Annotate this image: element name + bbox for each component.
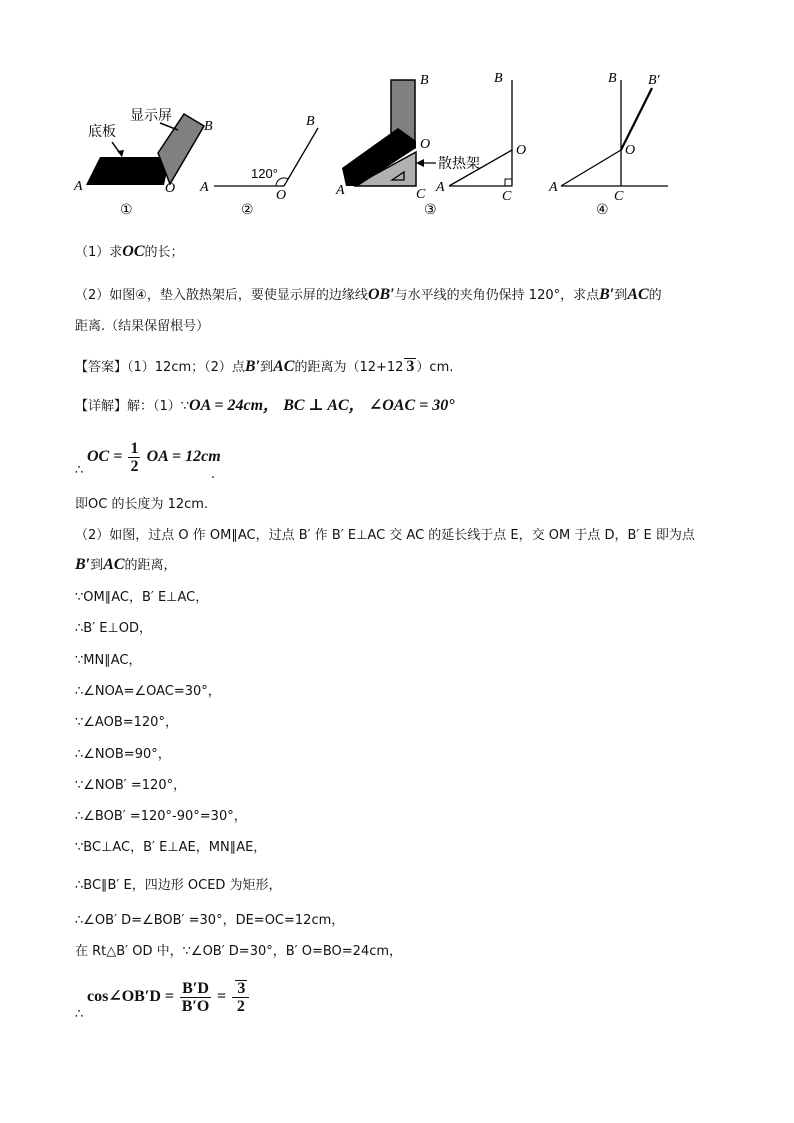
fig1-B: B (204, 119, 213, 134)
eq2-fraction-1 (180, 980, 211, 1015)
answer-math-b: B′ (244, 358, 261, 375)
step-5: ∵∠AOB=120°， (75, 715, 178, 730)
fig3b-O: O (516, 143, 527, 158)
fig1-num: ① (120, 202, 133, 218)
eq1-den: 2 (130, 458, 139, 475)
fig1-label-dibian: 底板 (88, 124, 116, 140)
fig3b-right-angle-mark (505, 179, 512, 186)
eq1-end: . (211, 467, 216, 482)
question-1 (75, 243, 184, 262)
fig4-A: A (549, 180, 558, 195)
base-plate (86, 157, 170, 185)
part2-text-to: 到 (90, 558, 104, 573)
figure-3 (335, 73, 480, 218)
q1-suffix: 的长； (144, 245, 184, 260)
q1-math-oc: OC (122, 243, 145, 260)
answer-math-ac: AC (273, 358, 295, 375)
fig1-A: A (74, 179, 83, 194)
step-8: ∴∠BOB′ =120°-90°=30°， (75, 809, 247, 824)
answer-text-d: ）cm. (416, 360, 454, 375)
fig4-num: ④ (596, 202, 609, 218)
q1-prefix: （1）求 (75, 245, 123, 260)
q2-text-d: 的 (648, 288, 662, 303)
eq1-num: 1 (130, 440, 139, 457)
fig3b-A: A (436, 180, 445, 195)
fig4-O: O (625, 143, 636, 158)
detail-math-1: OA = 24cm， (189, 397, 280, 414)
eq2-equals: = (217, 988, 227, 1005)
question-2-line-2: 距离.（结果保留根号） (75, 319, 210, 334)
fig4-Bp: B′ (648, 73, 660, 88)
step-11: ∴∠OB′ D=∠BOB′ =30°，DE=OC=12cm， (75, 913, 345, 928)
step-7: ∵∠NOB′ =120°， (75, 778, 187, 793)
q2-text-a: （2）如图④，垫入散热架后，要使显示屏的边缘线 (75, 288, 368, 303)
step-3: ∵MN∥AC， (75, 653, 142, 668)
oc-length-line: 即OC 的长度为 12cm. (75, 497, 209, 512)
fig3-label-rack: 散热架 (438, 156, 480, 172)
part2-math-ac: AC (103, 556, 125, 573)
fig3-B: B (420, 73, 429, 88)
part2-math-b: B′ (75, 556, 91, 573)
part2-text-distance: 的距离， (124, 558, 177, 573)
fig4-line-AO (561, 150, 621, 186)
eq2-therefore: ∴ (75, 1007, 84, 1022)
eq2-lhs: cos∠OB′D = (87, 988, 175, 1005)
q2-math-ob: OB′ (367, 286, 395, 303)
fig3-arrowhead (416, 159, 424, 167)
fig3-C: C (416, 187, 426, 202)
fig1-arrowhead (117, 150, 124, 157)
fig3b-C: C (502, 189, 512, 204)
fig3b-B: B (494, 71, 503, 86)
fig2-line-OB (284, 128, 318, 186)
eq2-den1: B′O (181, 998, 210, 1015)
q2-text-b: 与水平线的夹角仍保持 120°，求点 (394, 288, 600, 303)
fig1-O: O (165, 181, 176, 196)
step-10: ∴BC∥B′ E，四边形 OCED 为矩形， (75, 878, 282, 893)
step-6: ∴∠NOB=90°， (75, 747, 171, 762)
answer-text-c: 的距离为（12+12 (294, 360, 404, 375)
detail-math-3: ∠OAC = 30° (368, 397, 455, 414)
eq2-num1: B′D (182, 980, 209, 997)
fig4-B: B (608, 71, 617, 86)
q2-math-ac: AC (627, 286, 649, 303)
fig2-num: ② (241, 202, 254, 218)
answer-text-b: 到 (260, 360, 274, 375)
figure-4 (548, 71, 668, 218)
step-12: 在 Rt△B′ OD 中，∵∠OB′ D=30°，B′ O=BO=24cm， (75, 944, 403, 959)
eq1-rhs: OA = 12cm (146, 448, 221, 465)
q2-text-c: 到 (614, 288, 628, 303)
fig1-label-screen: 显示屏 (130, 108, 172, 124)
detail-math-2: BC ⊥ AC， (283, 397, 365, 414)
answer-sqrt: 3 (406, 358, 415, 375)
detail-text-a: 【详解】解：（1）∵ (75, 399, 190, 414)
fig2-angle: 120° (251, 166, 278, 181)
question-2-line-1 (75, 286, 662, 305)
fig3-num: ③ (424, 202, 437, 218)
answer-line (75, 358, 453, 377)
eq1-therefore: ∴ (75, 463, 84, 478)
eq2-fraction-2 (232, 980, 249, 1015)
q2-math-b: B′ (599, 286, 615, 303)
part2-line-1: （2）如图，过点 O 作 OM∥AC，过点 B′ 作 B′ E⊥AC 交 AC 的延长线于点 E，交 OM 于点 D，B′ E 即为点 (75, 528, 695, 543)
eq2-num2: 3 (237, 980, 246, 997)
part2-line-2 (75, 556, 177, 575)
fig2-O: O (276, 188, 287, 203)
figure-3b (435, 71, 526, 204)
fig2-B: B (306, 114, 315, 129)
eq1-lhs: OC = (87, 448, 123, 465)
figure-2 (199, 114, 318, 218)
detail-line (75, 397, 455, 416)
eq2-den2: 2 (236, 998, 245, 1015)
fig3-A: A (336, 183, 345, 198)
figure-1 (73, 108, 213, 218)
eq1-fraction (128, 440, 140, 475)
fig3-O: O (420, 137, 431, 152)
step-2: ∴B′ E⊥OD， (75, 621, 153, 636)
fig4-line-OBp (621, 88, 652, 150)
figures-strip (0, 68, 794, 218)
step-1: ∵OM∥AC，B′ E⊥AC， (75, 590, 209, 605)
fig2-A: A (200, 180, 209, 195)
step-9: ∵BC⊥AC，B′ E⊥AE，MN∥AE， (75, 840, 267, 855)
fig4-C: C (614, 189, 624, 204)
answer-text-a: 【答案】（1）12cm；（2）点 (75, 360, 245, 375)
step-4: ∴∠NOA=∠OAC=30°， (75, 684, 221, 699)
